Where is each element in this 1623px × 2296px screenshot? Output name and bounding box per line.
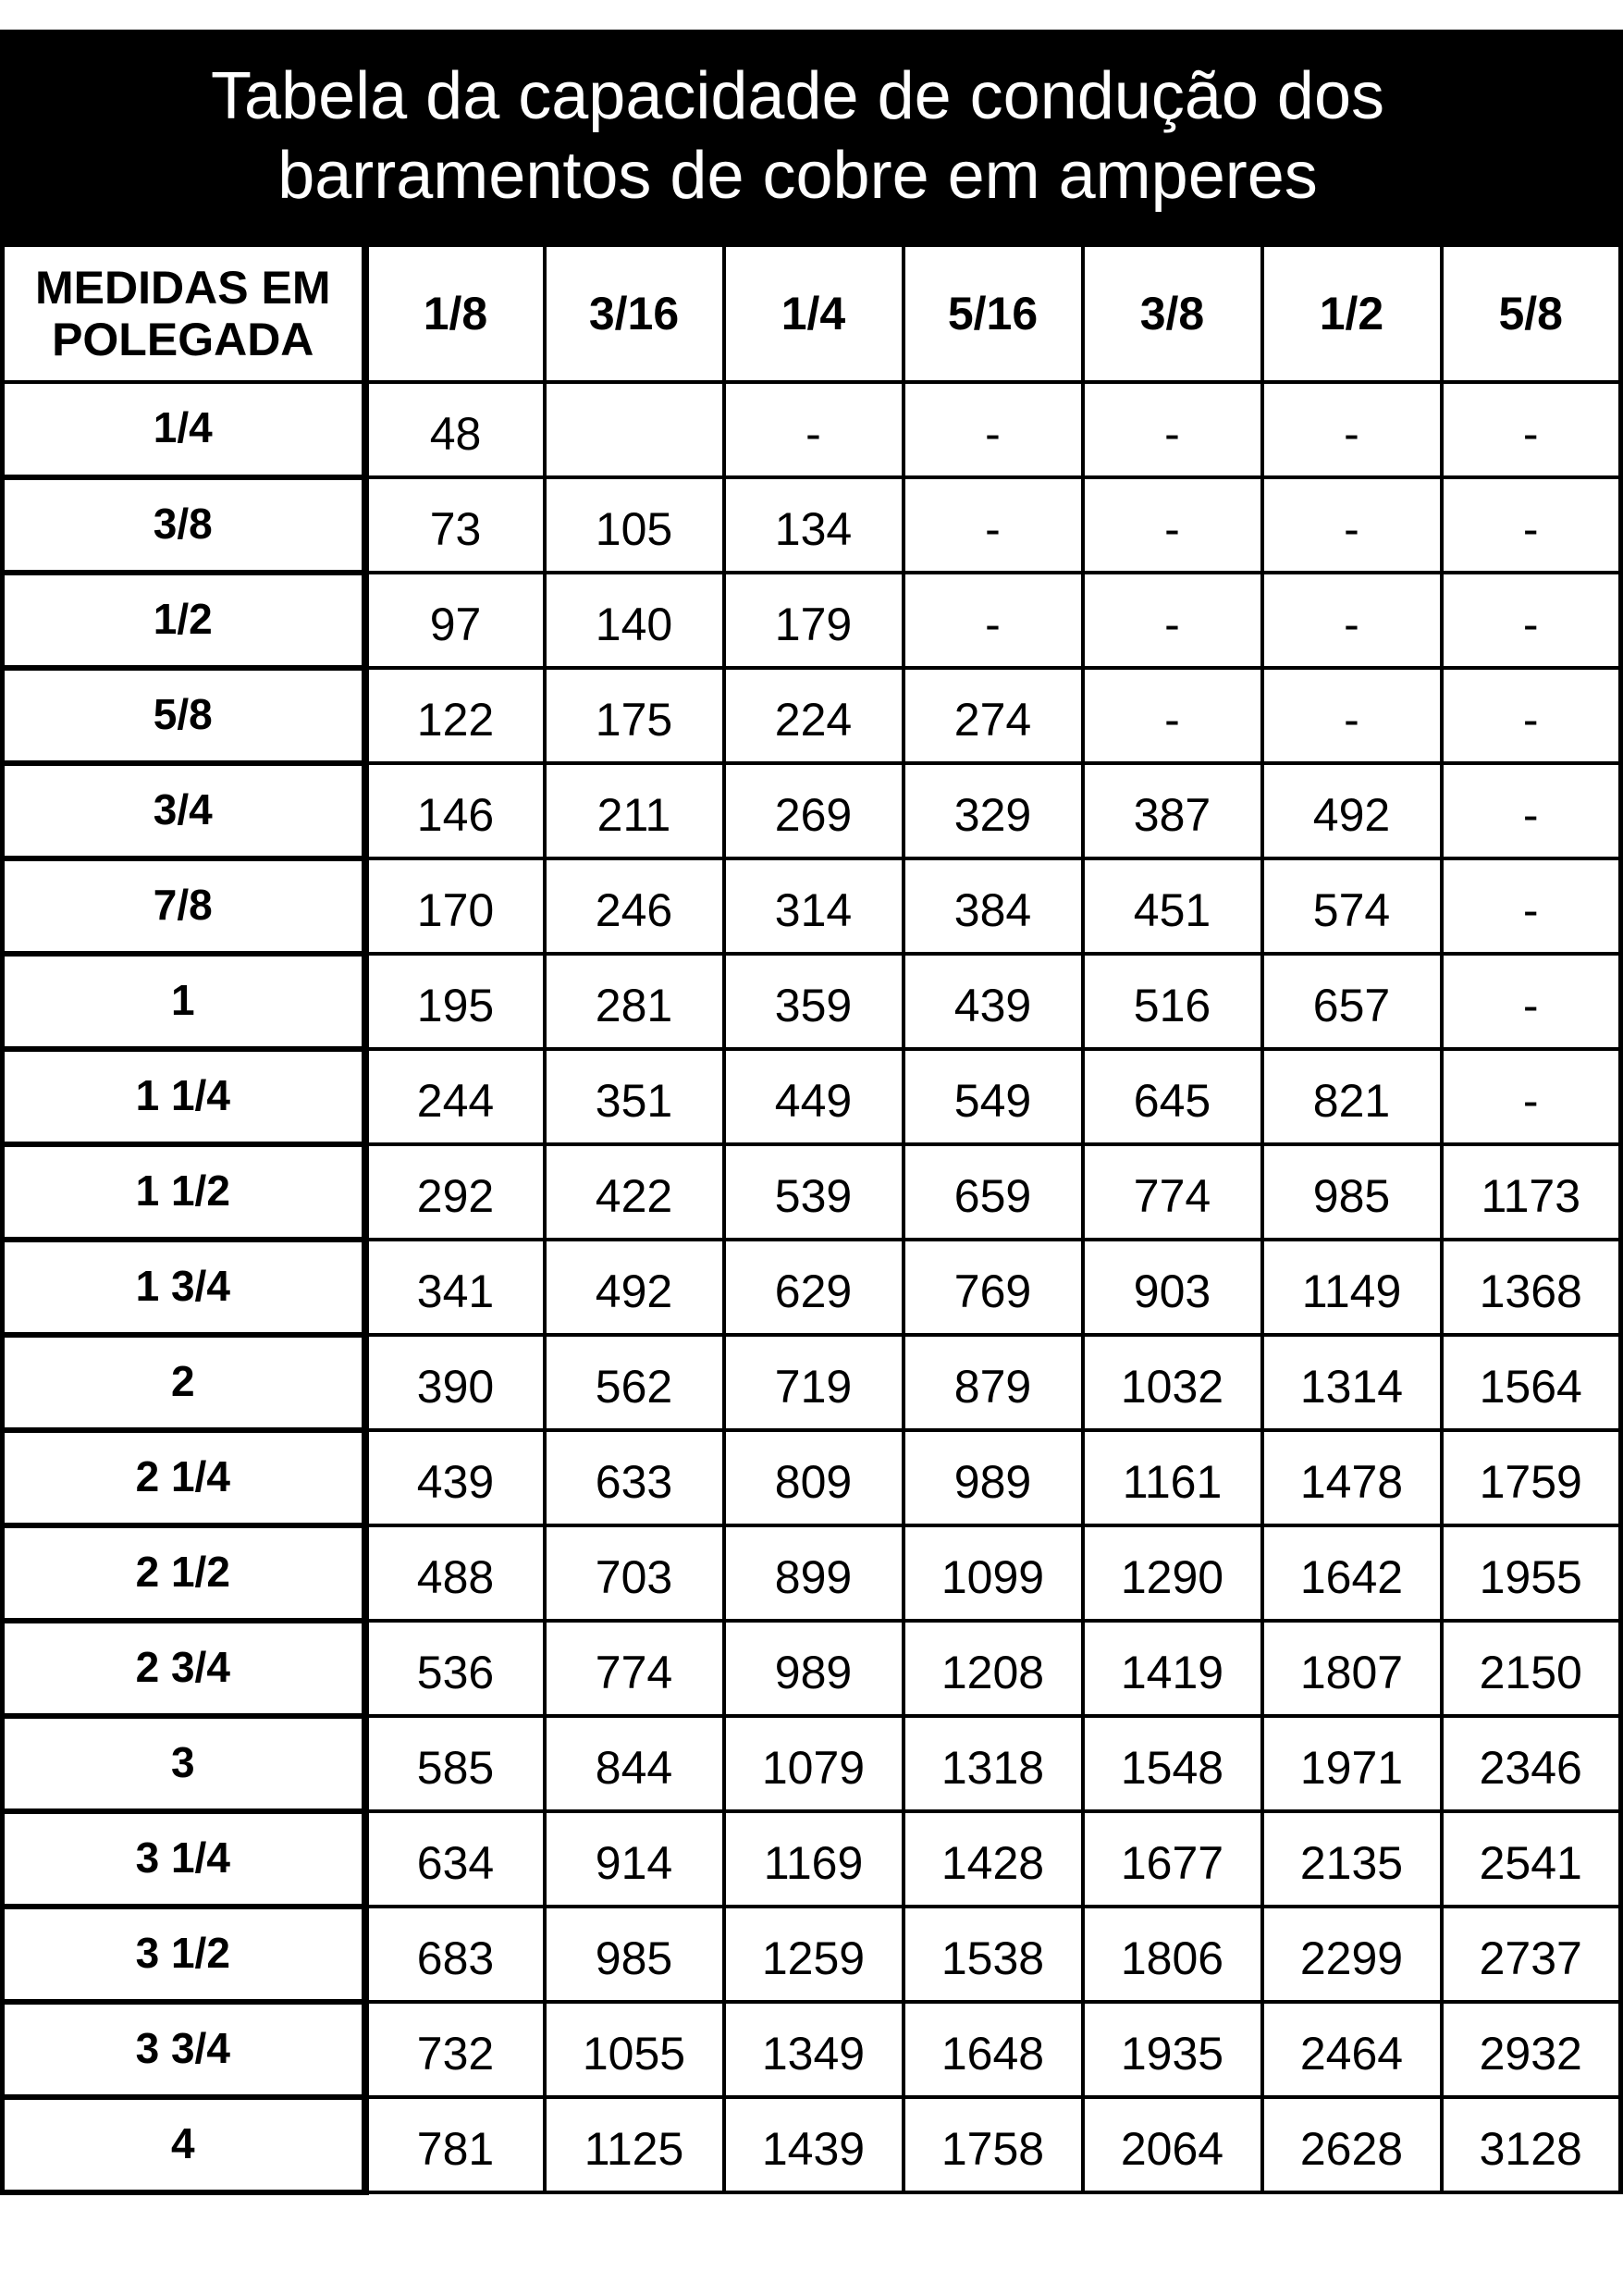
row-header: 3 1/4 [3,1811,365,1907]
header-row [3,244,1621,382]
table-cell: 105 [545,477,724,573]
table-cell: 2150 [1442,1621,1621,1716]
table-body [3,382,1621,2192]
table-cell: 1368 [1442,1240,1621,1335]
row-header: 1 3/4 [3,1240,365,1335]
table-cell: 449 [724,1049,904,1144]
table-cell: 292 [365,1144,545,1240]
table-cell: 422 [545,1144,724,1240]
table-cell: 492 [1262,763,1442,858]
table-cell: 1538 [904,1907,1083,2002]
table-row [3,1335,1621,1430]
table-cell: 914 [545,1811,724,1907]
table-row [3,1430,1621,1525]
table-cell: 2299 [1262,1907,1442,2002]
table-cell: 73 [365,477,545,573]
table-row [3,2097,1621,2192]
table-cell: 1807 [1262,1621,1442,1716]
column-header: 1/8 [365,244,545,382]
table-cell: 387 [1083,763,1262,858]
table-cell: 48 [365,382,545,477]
table-cell: 1758 [904,2097,1083,2192]
row-header: 2 3/4 [3,1621,365,1716]
table-cell: 1955 [1442,1525,1621,1621]
table-cell: - [1442,1049,1621,1144]
table-cell: 2346 [1442,1716,1621,1811]
table-cell: 384 [904,858,1083,954]
table-cell: 451 [1083,858,1262,954]
table-row [3,1049,1621,1144]
table-cell: 774 [1083,1144,1262,1240]
title-line-1: Tabela da capacidade de condução dos [211,58,1384,133]
table-cell: 1259 [724,1907,904,2002]
table-cell: 821 [1262,1049,1442,1144]
table-cell: 1032 [1083,1335,1262,1430]
table-cell: 1648 [904,2002,1083,2097]
row-header: 3 1/2 [3,1907,365,2002]
row-header: 1 1/2 [3,1144,365,1240]
row-header: 3/8 [3,477,365,573]
table-cell: - [1442,858,1621,954]
table-cell: 359 [724,954,904,1049]
table-cell: 351 [545,1049,724,1144]
table-cell: 1125 [545,2097,724,2192]
table-cell: 879 [904,1335,1083,1430]
table-cell: 574 [1262,858,1442,954]
table-cell: 211 [545,763,724,858]
table-row [3,858,1621,954]
table-row [3,668,1621,763]
column-header: 3/8 [1083,244,1262,382]
table-cell: 170 [365,858,545,954]
row-header: 1/4 [3,382,365,477]
table-cell: 1169 [724,1811,904,1907]
table-cell: 1419 [1083,1621,1262,1716]
table-row [3,1144,1621,1240]
table-cell: - [1442,954,1621,1049]
table-cell: 989 [724,1621,904,1716]
table-cell: 1642 [1262,1525,1442,1621]
table-cell: 224 [724,668,904,763]
table-cell: - [1442,573,1621,668]
table-cell: 562 [545,1335,724,1430]
table-cell: 585 [365,1716,545,1811]
table-cell: 657 [1262,954,1442,1049]
table-cell: 1149 [1262,1240,1442,1335]
table-cell: 985 [545,1907,724,2002]
table-cell: - [1442,668,1621,763]
table-cell: 1971 [1262,1716,1442,1811]
table-cell: 122 [365,668,545,763]
table-cell: 549 [904,1049,1083,1144]
table-cell: 281 [545,954,724,1049]
table-cell: 1161 [1083,1430,1262,1525]
table-cell: 1318 [904,1716,1083,1811]
column-header: 5/16 [904,244,1083,382]
table-cell: 492 [545,1240,724,1335]
row-header: 2 1/2 [3,1525,365,1621]
table-cell: - [904,477,1083,573]
table-row [3,477,1621,573]
ampacity-table [0,241,1623,2195]
table-row [3,1621,1621,1716]
table-cell: 732 [365,2002,545,2097]
table-row [3,1716,1621,1811]
table-cell: 634 [365,1811,545,1907]
table-header [3,244,1621,382]
table-cell: - [1083,573,1262,668]
table-cell: - [1262,382,1442,477]
table-cell: 2932 [1442,2002,1621,2097]
row-header: 1 [3,954,365,1049]
table-row [3,2002,1621,2097]
table-cell: 1079 [724,1716,904,1811]
table-cell: 769 [904,1240,1083,1335]
table-cell: 179 [724,573,904,668]
table-cell: - [724,382,904,477]
row-header: 3/4 [3,763,365,858]
table-cell: 1564 [1442,1335,1621,1430]
table-cell: 1314 [1262,1335,1442,1430]
table-cell: 633 [545,1430,724,1525]
column-header: 3/16 [545,244,724,382]
table-cell: 1439 [724,2097,904,2192]
row-header: 7/8 [3,858,365,954]
column-header: 1/2 [1262,244,1442,382]
table-cell: 1428 [904,1811,1083,1907]
row-header: 4 [3,2097,365,2192]
table-cell: 244 [365,1049,545,1144]
table-cell: 3128 [1442,2097,1621,2192]
row-header: 2 [3,1335,365,1430]
table-cell: 536 [365,1621,545,1716]
table-cell: - [904,382,1083,477]
table-cell: 1173 [1442,1144,1621,1240]
table-cell: 1759 [1442,1430,1621,1525]
table-cell: 899 [724,1525,904,1621]
table-cell: 439 [904,954,1083,1049]
table-cell: 629 [724,1240,904,1335]
table-cell: 246 [545,858,724,954]
corner-header-measures-in-inches: MEDIDAS EM POLEGADA [3,244,365,382]
table-cell: 809 [724,1430,904,1525]
table-cell: 645 [1083,1049,1262,1144]
row-header: 3 3/4 [3,2002,365,2097]
table-cell: - [1083,477,1262,573]
table-cell: 195 [365,954,545,1049]
table-cell: 269 [724,763,904,858]
title-banner [0,30,1623,241]
title-line-2: barramentos de cobre em amperes [277,138,1318,213]
table-cell: 1548 [1083,1716,1262,1811]
table-row [3,954,1621,1049]
table-row [3,1811,1621,1907]
table-cell: - [1442,382,1621,477]
table-cell: 97 [365,573,545,668]
table-cell: 2064 [1083,2097,1262,2192]
table-cell: 539 [724,1144,904,1240]
table-cell: 134 [724,477,904,573]
table-cell: - [1083,382,1262,477]
table-cell: 341 [365,1240,545,1335]
table-cell: 140 [545,573,724,668]
table-row [3,382,1621,477]
table-cell: 2464 [1262,2002,1442,2097]
table-cell: 2628 [1262,2097,1442,2192]
table-cell: 329 [904,763,1083,858]
table-cell: 1935 [1083,2002,1262,2097]
table-cell: 781 [365,2097,545,2192]
table-cell: - [1262,668,1442,763]
row-header: 1 1/4 [3,1049,365,1144]
table-cell: 175 [545,668,724,763]
table-cell: 719 [724,1335,904,1430]
table-cell: 1208 [904,1621,1083,1716]
table-row [3,1907,1621,2002]
table-cell: 1478 [1262,1430,1442,1525]
table-cell: 903 [1083,1240,1262,1335]
table-cell: 844 [545,1716,724,1811]
table-cell: 985 [1262,1144,1442,1240]
table-cell: 1055 [545,2002,724,2097]
table-cell: 2541 [1442,1811,1621,1907]
table-cell: 659 [904,1144,1083,1240]
table-row [3,573,1621,668]
table-cell: 989 [904,1430,1083,1525]
row-header: 3 [3,1716,365,1811]
table-cell: 1677 [1083,1811,1262,1907]
row-header: 2 1/4 [3,1430,365,1525]
column-header: 1/4 [724,244,904,382]
table-cell: 1290 [1083,1525,1262,1621]
table-cell: 488 [365,1525,545,1621]
table-cell: - [1083,668,1262,763]
table-cell: 516 [1083,954,1262,1049]
table-cell: - [1442,763,1621,858]
row-header: 5/8 [3,668,365,763]
table-row [3,1525,1621,1621]
table-cell: 2135 [1262,1811,1442,1907]
table-cell: 1806 [1083,1907,1262,2002]
table-cell: 774 [545,1621,724,1716]
table-cell: 1349 [724,2002,904,2097]
table-cell: 2737 [1442,1907,1621,2002]
table-row [3,763,1621,858]
table-cell: 683 [365,1907,545,2002]
table-cell [545,382,724,477]
table-cell: - [1442,477,1621,573]
table-cell: 390 [365,1335,545,1430]
table-cell: - [1262,477,1442,573]
table-cell: - [1262,573,1442,668]
table-cell: - [904,573,1083,668]
table-cell: 274 [904,668,1083,763]
table-cell: 1099 [904,1525,1083,1621]
column-header: 5/8 [1442,244,1621,382]
ampacity-table-container [0,241,1623,2195]
table-cell: 146 [365,763,545,858]
table-row [3,1240,1621,1335]
table-cell: 439 [365,1430,545,1525]
table-cell: 314 [724,858,904,954]
table-cell: 703 [545,1525,724,1621]
row-header: 1/2 [3,573,365,668]
